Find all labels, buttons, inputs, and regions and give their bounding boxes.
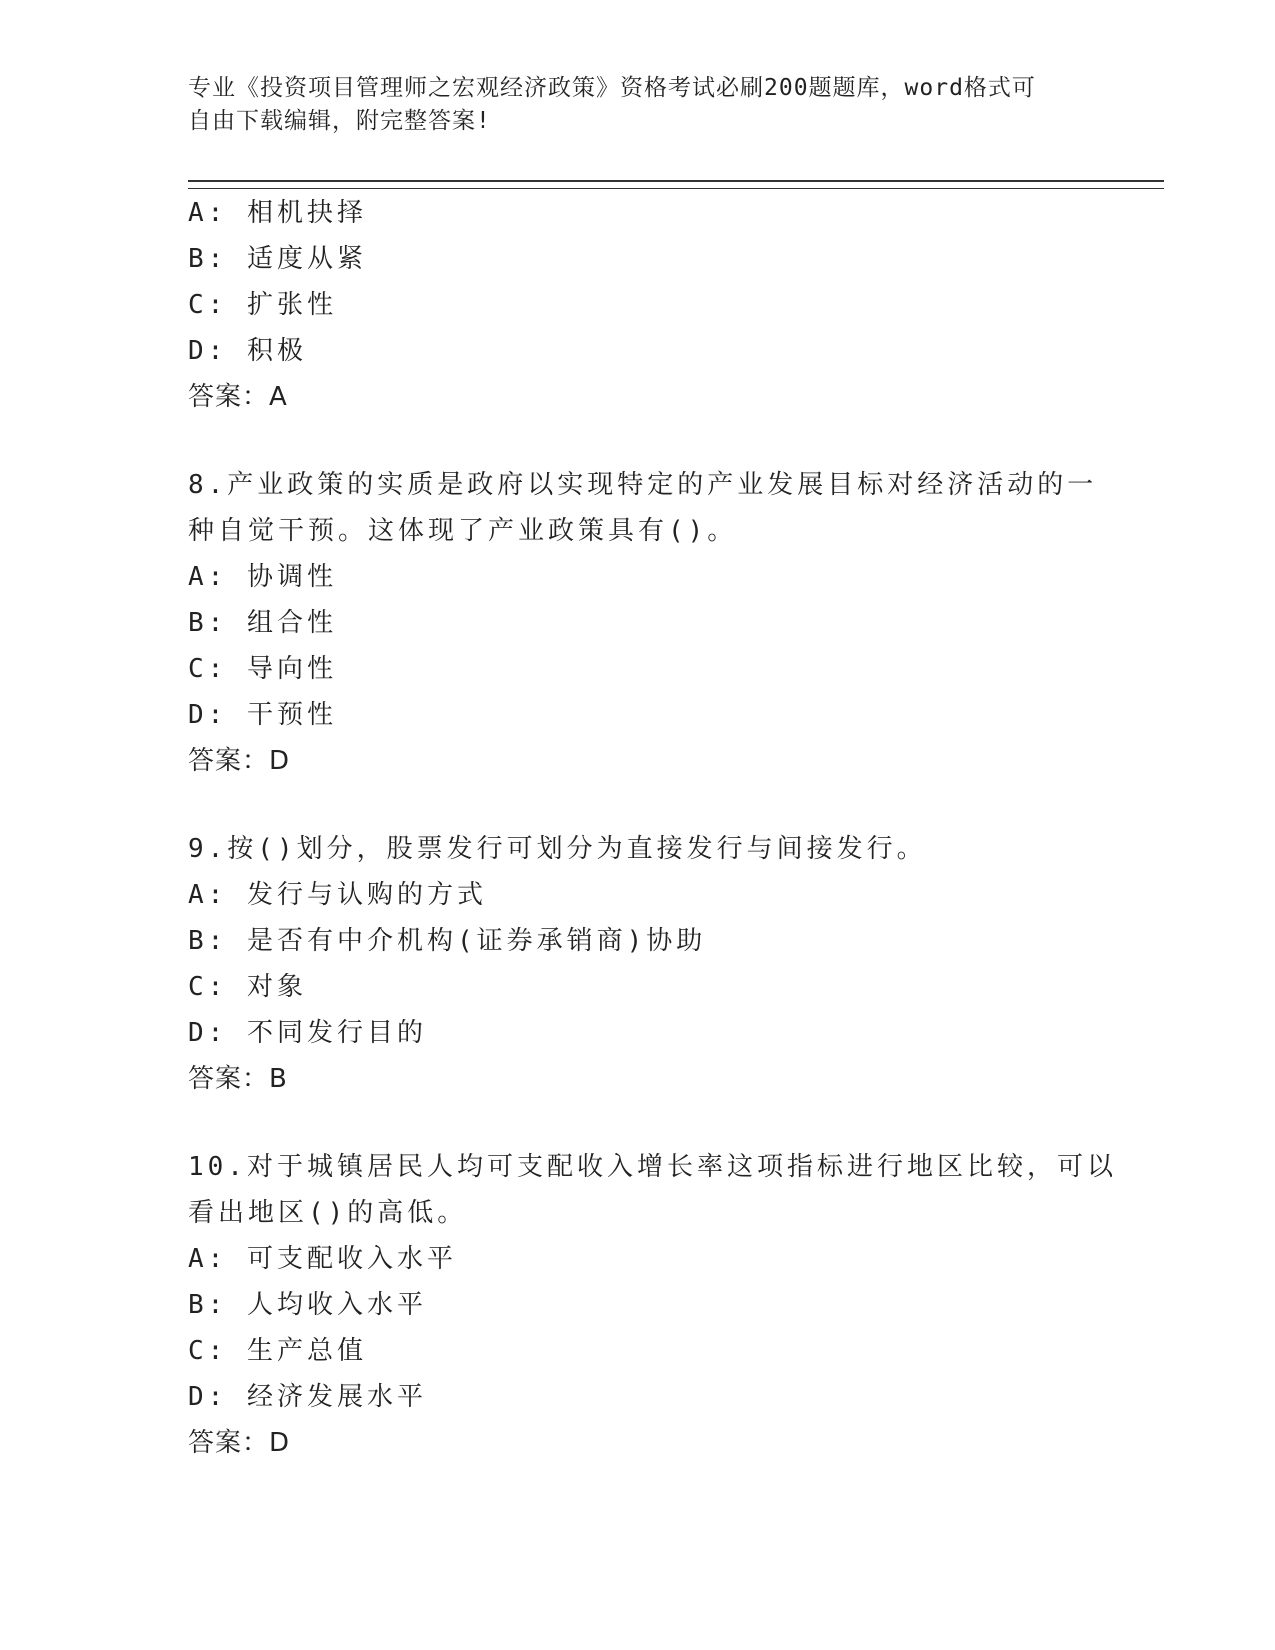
option-b: B: 组合性 <box>188 608 337 638</box>
answer: 答案：D <box>188 746 291 776</box>
answer: 答案：D <box>188 1428 291 1458</box>
option-d: D: 积极 <box>188 336 307 366</box>
option-d: D: 经济发展水平 <box>188 1382 427 1412</box>
question-list <box>188 190 1117 1466</box>
option-a: A: 可支配收入水平 <box>188 1244 457 1274</box>
question-8 <box>188 462 1098 784</box>
option-c: C: 扩张性 <box>188 290 337 320</box>
question-9 <box>188 826 1088 1102</box>
option-a: A: 发行与认购的方式 <box>188 880 487 910</box>
question-text-line-1: 9.按()划分，股票发行可划分为直接发行与间接发行。 <box>188 834 927 864</box>
question-text-line-1: 10.对于城镇居民人均可支配收入增长率这项指标进行地区比较，可以 <box>188 1152 1117 1182</box>
header-line-2: 自由下载编辑，附完整答案! <box>188 108 491 134</box>
answer: 答案：B <box>188 1064 288 1094</box>
option-c: C: 生产总值 <box>188 1336 367 1366</box>
question-text-line-2: 看出地区()的高低。 <box>188 1198 468 1228</box>
option-c: C: 导向性 <box>188 654 337 684</box>
option-a: A: 相机抉择 <box>188 198 367 228</box>
option-d: D: 干预性 <box>188 700 337 730</box>
header-line-1: 专业《投资项目管理师之宏观经济政策》资格考试必刷200题题库，word格式可 <box>188 75 1036 101</box>
option-b: B: 适度从紧 <box>188 244 367 274</box>
option-b: B: 人均收入水平 <box>188 1290 427 1320</box>
question-7 <box>188 190 1088 420</box>
question-text-line-2: 种自觉干预。这体现了产业政策具有()。 <box>188 516 738 546</box>
answer: 答案：A <box>188 382 288 412</box>
option-a: A: 协调性 <box>188 562 337 592</box>
question-10 <box>188 1144 1117 1466</box>
header-divider <box>188 180 1164 189</box>
option-b: B: 是否有中介机构(证券承销商)协助 <box>188 926 707 956</box>
option-c: C: 对象 <box>188 972 307 1002</box>
option-d: D: 不同发行目的 <box>188 1018 427 1048</box>
document-header <box>188 72 1068 138</box>
question-text-line-1: 8.产业政策的实质是政府以实现特定的产业发展目标对经济活动的一 <box>188 470 1098 500</box>
